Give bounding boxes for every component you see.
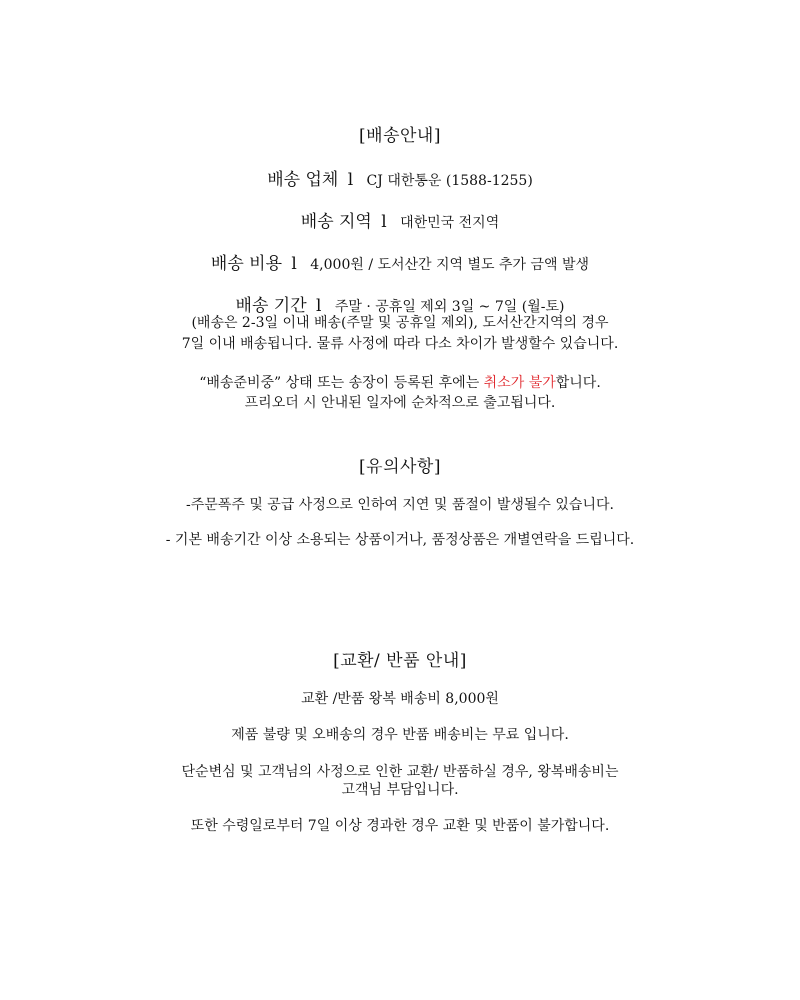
exchange-time-limit: 또한 수령일로부터 7일 이상 경과한 경우 교환 및 반품이 불가합니다. [190,818,610,834]
carrier-label: 배송 업체 [267,170,339,190]
exchange-heading: [교환/ 반품 안내] [333,651,467,671]
notice-heading: [유의사항] [359,457,441,477]
region-label: 배송 지역 [300,212,372,232]
preorder-notice: 프리오더 시 안내된 일자에 순차적으로 출고됩니다. [244,395,556,411]
carrier-value: CJ 대한통운 (1588-1255) [366,173,533,189]
exchange-change-mind-line-2: 고객님 부담입니다. [341,782,459,798]
period-value: 주말 · 공휴일 제외 3일 ~ 7일 (월-토) [334,299,565,315]
cancel-not-allowed-highlight: 취소가 불가 [483,375,556,391]
period-note-line-2: 7일 이내 배송됩니다. 물류 사정에 따라 다소 차이가 발생할수 있습니다. [181,336,619,352]
cost-label: 배송 비용 [210,254,283,274]
exchange-fee: 교환 /반품 왕복 배송비 8,000원 [301,691,499,707]
cost-separator: l [291,254,297,274]
cancel-notice-text-start: “배송준비중” 상태 또는 송장이 등록된 후에는 [199,375,484,391]
cancel-notice-text-end: 합니다. [555,375,601,391]
region-value: 대한민국 전지역 [400,215,500,231]
period-label: 배송 기간 [235,296,307,316]
region-row [0,207,800,232]
shipping-heading: [배송안내] [359,126,441,146]
notice-item-2: - 기본 배송기간 이상 소용되는 상품이거나, 품정상품은 개별연락을 드립니다. [165,532,635,548]
carrier-row [0,165,800,190]
period-separator: l [316,296,322,316]
period-note-line-1: (배송은 2-3일 이내 배송(주말 및 공휴일 제외), 도서산간지역의 경우 [191,315,609,331]
cost-row [0,249,800,274]
notice-item-1: -주문폭주 및 공급 사정으로 인하여 지연 및 품절이 발생될수 있습니다. [186,497,614,513]
cancel-notice [0,372,800,392]
exchange-defect-policy: 제품 불량 및 오배송의 경우 반품 배송비는 무료 입니다. [231,727,569,743]
region-separator: l [381,212,387,232]
exchange-change-mind-line-1: 단순변심 및 고객님의 사정으로 인한 교환/ 반품하실 경우, 왕복배송비는 [181,764,619,780]
carrier-separator: l [347,170,354,190]
cost-value: 4,000원 / 도서산간 지역 별도 추가 금액 발생 [310,257,590,273]
